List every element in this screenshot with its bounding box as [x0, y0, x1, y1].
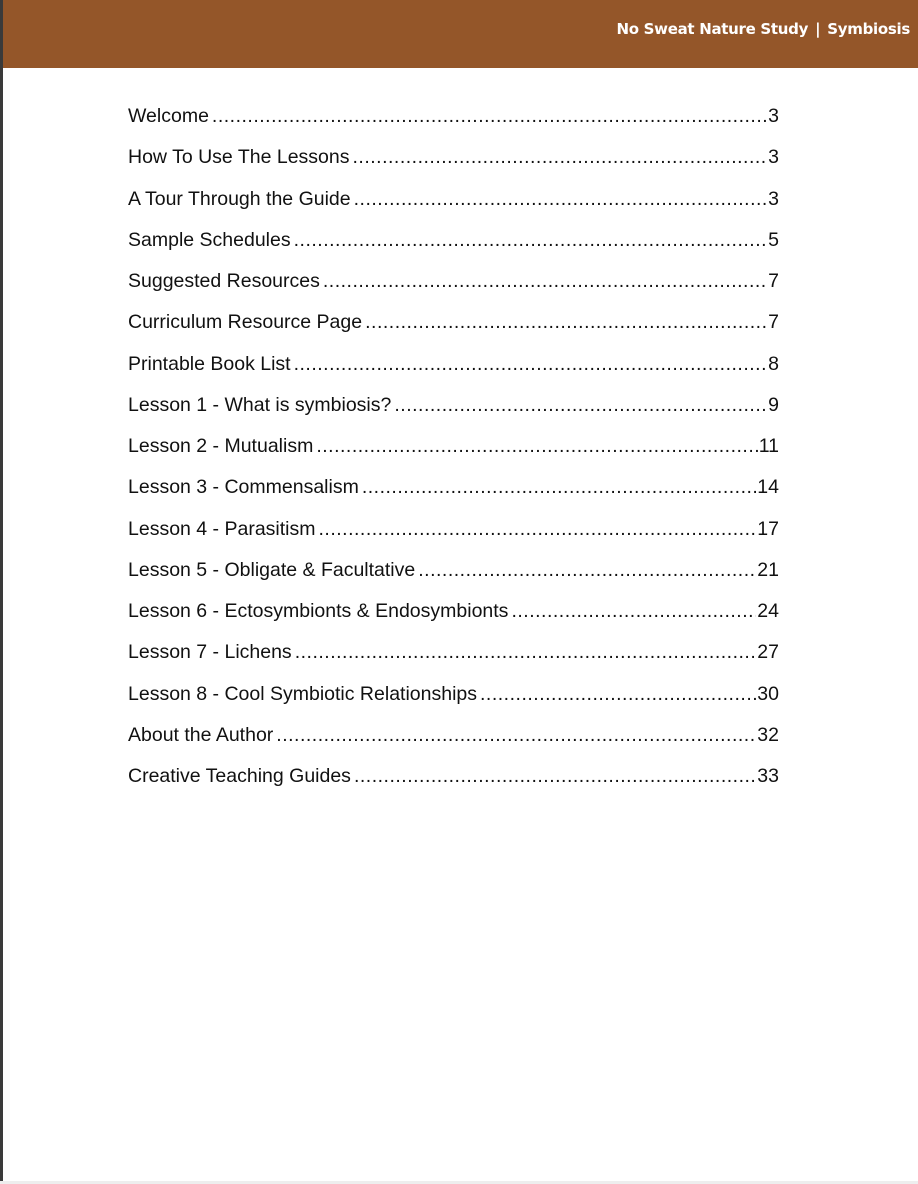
toc-dot-leader	[316, 435, 757, 458]
toc-dot-leader	[323, 270, 767, 293]
toc-entry-label: Suggested Resources	[128, 270, 320, 292]
toc-dot-leader	[294, 353, 768, 376]
toc-entry-label: Welcome	[128, 105, 209, 127]
toc-dot-leader	[212, 105, 767, 128]
toc-entry-label: Lesson 2 - Mutualism	[128, 435, 314, 457]
toc-entry-page-number: 27	[757, 641, 779, 664]
toc-dot-leader	[295, 641, 757, 664]
toc-entry[interactable]	[128, 724, 779, 765]
toc-entry[interactable]	[128, 559, 779, 600]
toc-dot-leader	[418, 559, 756, 582]
toc-entry[interactable]	[128, 229, 779, 270]
toc-dot-leader	[294, 229, 768, 252]
toc-entry[interactable]	[128, 146, 779, 187]
toc-entry-page-number: 32	[757, 723, 779, 746]
toc-entry-page-number: 14	[757, 476, 779, 499]
toc-dot-leader	[319, 518, 757, 541]
toc-dot-leader	[511, 600, 756, 623]
toc-entry[interactable]	[128, 641, 779, 682]
table-of-contents	[128, 105, 779, 806]
toc-entry-page-number: 30	[757, 682, 779, 705]
toc-dot-leader	[354, 188, 768, 211]
toc-entry-label: Lesson 3 - Commensalism	[128, 476, 359, 499]
toc-entry-label: About the Author	[128, 723, 274, 746]
toc-entry[interactable]	[128, 765, 779, 806]
toc-dot-leader	[354, 765, 756, 788]
toc-dot-leader	[362, 476, 756, 499]
toc-entry-page-number: 21	[757, 558, 779, 581]
toc-entry-page-number: 7	[768, 270, 779, 292]
toc-dot-leader	[365, 311, 767, 334]
toc-entry-label: Creative Teaching Guides	[128, 765, 351, 787]
toc-entry-label: Lesson 1 - What is symbiosis?	[128, 393, 392, 416]
toc-entry[interactable]	[128, 105, 779, 146]
series-title: No Sweat Nature Study	[616, 20, 809, 38]
toc-entry-label: Lesson 8 - Cool Symbiotic Relationships	[128, 682, 478, 705]
toc-entry-page-number: 3	[768, 187, 779, 210]
toc-entry-label: Printable Book List	[128, 352, 291, 375]
toc-entry-page-number: 7	[768, 311, 779, 334]
toc-entry[interactable]	[128, 600, 779, 641]
toc-entry[interactable]	[128, 518, 779, 559]
toc-entry[interactable]	[128, 270, 779, 311]
toc-entry-label: A Tour Through the Guide	[128, 187, 351, 210]
toc-entry-page-number: 5	[768, 228, 779, 251]
toc-entry-label: Lesson 5 - Obligate & Facultative	[128, 558, 416, 581]
toc-entry[interactable]	[128, 353, 779, 394]
toc-entry-page-number: 3	[768, 105, 779, 127]
toc-entry-page-number: 24	[757, 600, 779, 622]
toc-entry-page-number: 9	[768, 393, 779, 416]
toc-entry[interactable]	[128, 435, 779, 476]
toc-entry[interactable]	[128, 476, 779, 517]
toc-entry[interactable]	[128, 394, 779, 435]
toc-entry[interactable]	[128, 311, 779, 352]
topic-title: Symbiosis	[827, 20, 910, 38]
header-separator: |	[815, 20, 821, 38]
toc-entry-label: Sample Schedules	[128, 228, 291, 251]
toc-entry[interactable]	[128, 683, 779, 724]
document-page	[3, 0, 918, 1181]
toc-dot-leader	[480, 683, 756, 706]
toc-entry-label: Lesson 7 - Lichens	[128, 641, 292, 664]
toc-dot-leader	[276, 724, 756, 747]
toc-entry-label: Lesson 4 - Parasitism	[128, 517, 316, 540]
toc-entry-label: How To Use The Lessons	[128, 146, 350, 169]
toc-dot-leader	[394, 394, 767, 417]
header-band	[3, 0, 918, 68]
toc-entry[interactable]	[128, 188, 779, 229]
toc-entry-label: Lesson 6 - Ectosymbionts & Endosymbionts	[128, 600, 509, 622]
toc-dot-leader	[352, 146, 767, 169]
toc-entry-page-number: 8	[768, 352, 779, 375]
toc-entry-label: Curriculum Resource Page	[128, 311, 363, 334]
running-header	[616, 20, 910, 38]
toc-entry-page-number: 11	[758, 435, 779, 457]
toc-entry-page-number: 33	[757, 765, 779, 787]
toc-entry-page-number: 17	[757, 517, 779, 540]
toc-entry-page-number: 3	[768, 146, 779, 169]
